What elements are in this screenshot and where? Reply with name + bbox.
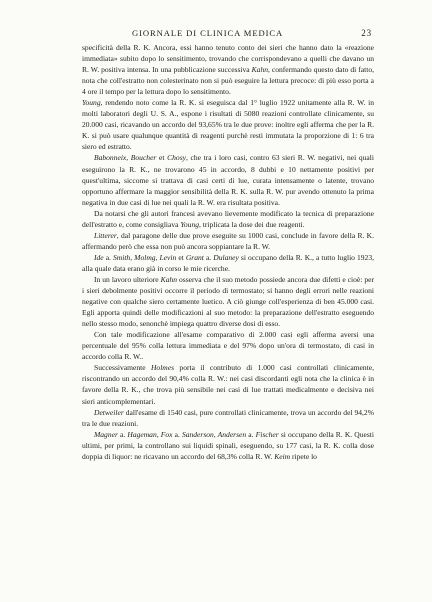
text-run: et <box>156 153 168 163</box>
author-name: Dulaney <box>213 252 239 262</box>
paragraph <box>82 274 374 329</box>
paragraph <box>82 97 374 152</box>
paragraph <box>82 329 374 362</box>
paragraph <box>82 152 374 207</box>
text-run: a. <box>246 429 256 439</box>
text-run: In un lavoro ulteriore <box>94 274 161 284</box>
text-run: porta il contributo di 1.000 casi controllati clinicamente, riscontrando un accordo del 90,4% colla R. W.: nei casi discordanti egli nota che la clinica è in favore della R. K., che trova più sensibile nei casi di lue trattati medicalmente e decisiva nei sieri anticomplementari. <box>82 363 374 406</box>
author-name: Litterer <box>94 230 117 240</box>
text-run: osserva che il suo metodo possiede ancora due difetti e cioè: per i sieri debolmente positivi occorre il periodo di termostato; si hanno degli errori nelle reazioni negative con qualche siero certamente luetico. A ciò giunge coll'esperienza di ben 45.000 casi. Egli apporta quindi delle modificazioni al suo metodo: la preparazione dell'estratto eseguendo nello stesso modo, senonchè impiega quattro diverse dosi di esso. <box>82 274 375 329</box>
page-number: 23 <box>361 28 372 38</box>
text-run: specificità della R. K. Ancora, essi hanno tenuto conto dei sieri che hanno dato la «reazione immediata» subito dopo lo sensitimento, trovando che corrispondevano a quelli che davano un R. W. positiva intensa. In una pubblicazione successiva <box>82 43 374 75</box>
paragraph <box>82 42 374 97</box>
author-name: Chosy <box>167 153 186 163</box>
author-name: Hageman, Fox <box>127 429 173 439</box>
paragraph <box>82 362 374 406</box>
text-run: Successivamente <box>94 363 151 373</box>
author-name: Sanderson, Andersen <box>181 429 247 439</box>
author-name: Grant <box>185 252 204 262</box>
text-run: a. <box>172 429 182 439</box>
author-name: Young <box>180 219 199 229</box>
author-name: Holmes <box>150 363 175 373</box>
paragraph <box>82 208 374 230</box>
author-name: Fischer <box>255 429 279 439</box>
running-header <box>82 28 372 42</box>
author-name: Young <box>82 98 101 108</box>
paragraph <box>82 429 374 462</box>
author-name: Magner <box>94 429 118 439</box>
text-run: si occupano della R. K. Questi ultimi, per primi, la controllano sui liquidi spinali, eseguendo, su 177 casi, la R. K. colla dose doppia di liquor: ne ricavano un accordo del 68,3% colla R. W. <box>82 429 374 461</box>
text-run: , rendendo noto come la R. K. si eseguisca dal 1° luglio 1922 unitamente alla R. W. in molti laboratori degli U. S. A., espone i risultati di 5080 reazioni controllate clinicamente, su 20.000 casi, ricavando un accordo del 93,65% tra le due prove: inoltre egli afferma che per la R. K. si può usare qualunque quantità di reagenti purchè resti immutata la proporzione di 1: 6 tra siero ed estratto. <box>82 98 374 152</box>
text-run: , dal paragone delle due prove eseguite su 1000 casi, conclude in favore della R. K. affermando però che essa non può ancora soppiantare la R. W. <box>82 230 374 251</box>
journal-title: GIORNALE DI CLINICA MEDICA <box>132 28 284 38</box>
author-name: Smith, Molmg, Levin <box>113 252 177 262</box>
text-run: a. <box>103 252 114 262</box>
text-run: et <box>176 252 186 262</box>
text-run: , triplicata la dose dei due reagenti. <box>199 219 305 229</box>
text-run: ripete lo <box>290 451 317 461</box>
author-name: Kahn <box>160 274 178 284</box>
text-run: si occupano della R. K., a tutto luglio 1923, alla quale data erano già in corso le mie ricerche. <box>82 252 374 273</box>
text-run: Da notarsi che gli autori francesi avevano lievemente modificato la tecnica di preparazione dell'estratto e, come consigliava <box>82 208 374 229</box>
text-run: , confermando questo dato di fatto, nota che coll'estratto non colesterinato non si può eseguire la lettura precoce: di più esso porta a 4 ore il tempo per la lettura dopo lo sensitimento. <box>82 65 374 97</box>
body-text <box>82 42 374 462</box>
author-name: Detweiler <box>94 407 124 417</box>
author-name: Ide <box>94 252 104 262</box>
paragraph <box>82 407 374 429</box>
paragraph <box>82 230 374 252</box>
paragraph <box>82 252 374 274</box>
text-run: a. <box>203 252 214 262</box>
text-run: Con tale modificazione all'esame comparativo di 2.000 casi egli afferma aversi una percentuale del 95% colla lettura immediata e del 97% dopo un'ora di termostato, di casi in accordo colla R. W.. <box>82 330 374 362</box>
text-run: a. <box>117 429 128 439</box>
text-run: dall'esame di 1540 casi, pure controllati clinicamente, trova un accordo del 94,2% tra le due reazioni. <box>82 407 374 428</box>
author-name: Babonneix, Boucher <box>94 153 157 163</box>
author-name: Kahn <box>251 65 268 75</box>
text-run: , che tra i loro casi, contro 63 sieri R. W. negativi, nei quali eseguirono la R. K., ne trovarono 45 in accordo, 8 dubbi e 10 nettamente positivi per quest'ultima, siccome si trattava di casi certi di lue, curata intensamente o latente, trovano opportuno affermare la maggior sensibilità della R. K. sulla R. W. pur avendo ottenuto la prima negativa in due casi di lue nei quali la R. W. era risultata positiva. <box>82 153 374 207</box>
author-name: Keim <box>274 451 291 461</box>
